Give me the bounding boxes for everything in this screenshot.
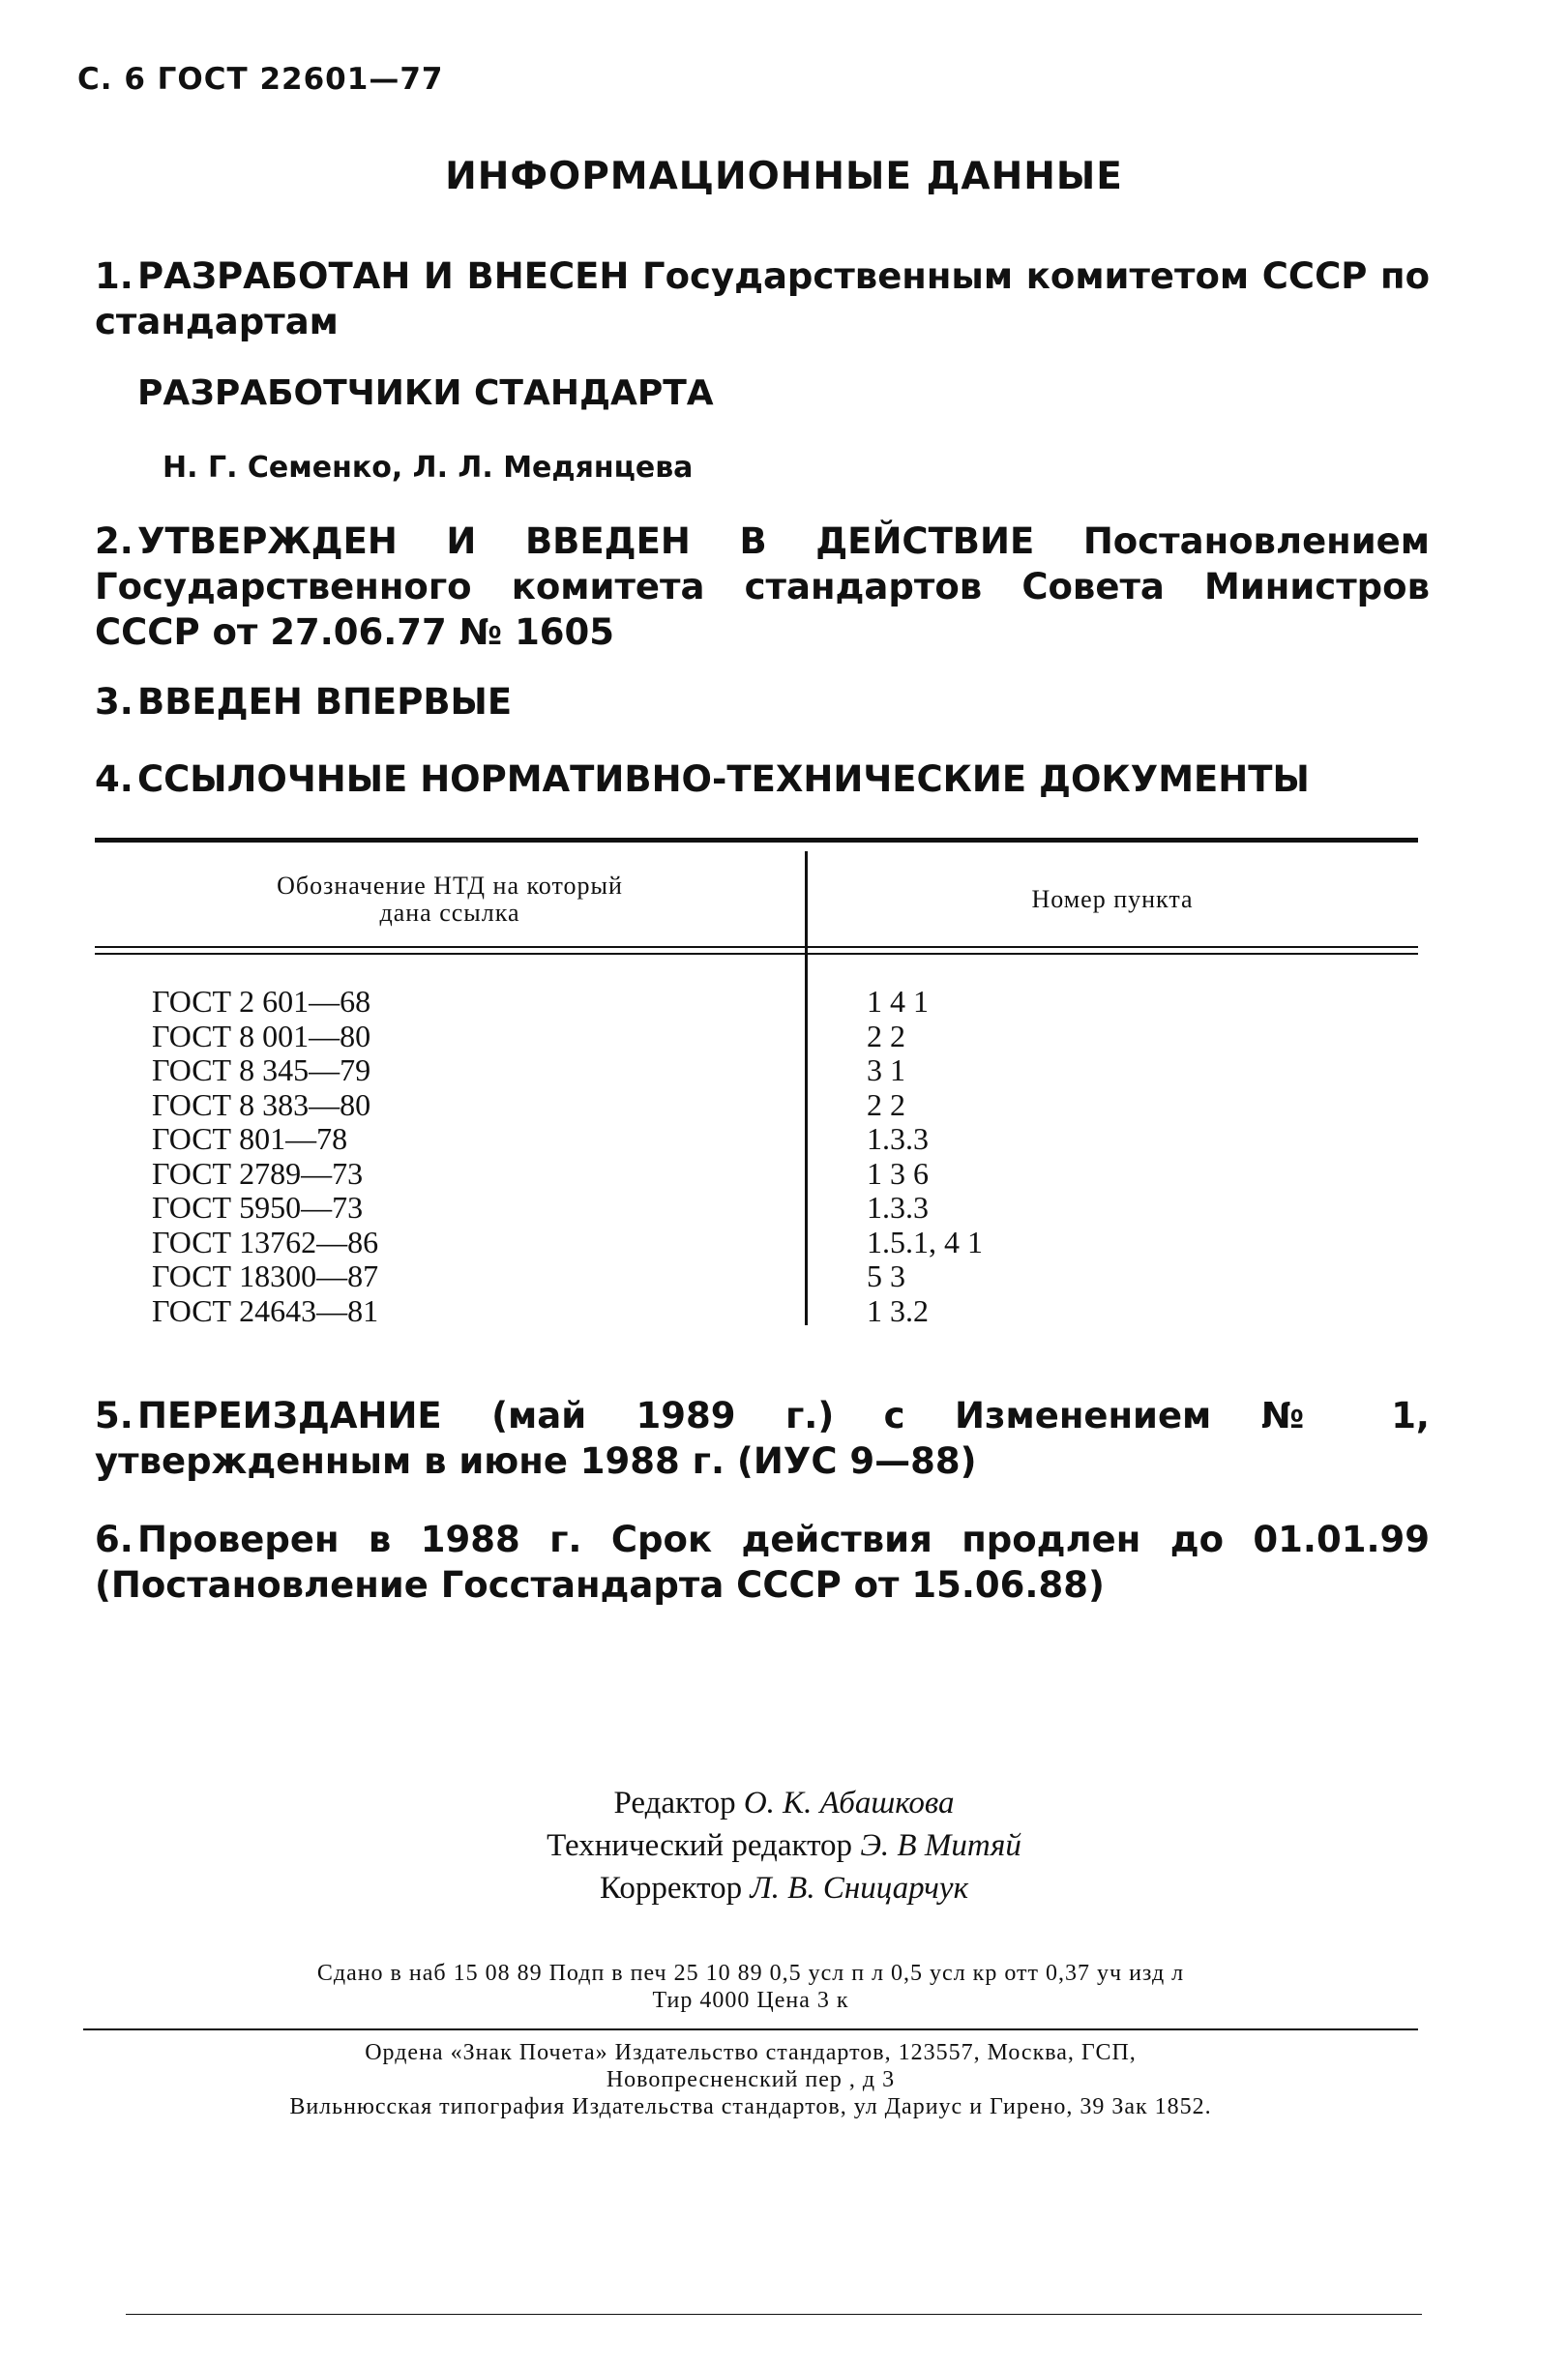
col2-header: Номер пункта [1031, 885, 1194, 913]
item-4-text: ССЫЛОЧНЫЕ НОРМАТИВНО-ТЕХНИЧЕСКИЕ ДОКУМЕНТЫ [137, 758, 1310, 800]
editor-name: О. К. Абашкова [743, 1786, 955, 1820]
table-row-clause: 1.3.3 [867, 1121, 929, 1156]
item-5 [95, 1393, 1430, 1484]
table-row-doc: ГОСТ 8 345—79 [152, 1052, 371, 1087]
col1-header-line1: Обозначение НТД на который [277, 872, 623, 900]
table-header-rule-2 [95, 953, 1418, 955]
table-row-doc: ГОСТ 2 601—68 [152, 984, 371, 1019]
item-4 [95, 756, 1430, 802]
item-1-text: РАЗРАБОТАН И ВНЕСЕН Государственным комитетом СССР по стандартам [95, 255, 1430, 342]
table-header-rule-1 [95, 946, 1418, 948]
tech-editor-label: Технический редактор [547, 1828, 853, 1863]
item-6 [95, 1517, 1430, 1608]
table-row-clause: 1.3.3 [867, 1190, 929, 1225]
table-row-doc: ГОСТ 24643—81 [152, 1292, 379, 1328]
doc-column [152, 985, 378, 1328]
item-4-number: 4. [95, 758, 133, 800]
table-row-clause: 1.5.1, 4 1 [867, 1224, 983, 1259]
proofreader-name: Л. В. Сницарчук [750, 1871, 969, 1906]
item-1-number: 1. [95, 255, 133, 297]
tech-editor-name: Э. В Митяй [860, 1828, 1021, 1863]
imprint-publisher [83, 2039, 1418, 2120]
publisher-line-3: Вильнюсская типография Издательства стандартов, ул Дариус и Гирено, 39 Зак 1852. [289, 2094, 1212, 2119]
table-row-clause: 1 4 1 [867, 984, 929, 1019]
credits [0, 1782, 1568, 1909]
item-3-number: 3. [95, 681, 133, 723]
col1-header-line2: дана ссылка [379, 899, 520, 927]
page-title: ИНФОРМАЦИОННЫЕ ДАННЫЕ [445, 155, 1123, 198]
proofreader-line [0, 1867, 1568, 1909]
item-6-number: 6. [95, 1519, 133, 1560]
developers-names: Н. Г. Семенко, Л. Л. Медянцева [163, 451, 694, 485]
table-row-clause: 1 3 6 [867, 1155, 929, 1191]
item-2-text: УТВЕРЖДЕН И ВВЕДЕН В ДЕЙСТВИЕ Постановлением Государственного комитета стандартов Совета Министров СССР от 27.06.77 № 1605 [95, 520, 1430, 653]
item-3-text: ВВЕДЕН ВПЕРВЫЕ [137, 681, 513, 723]
item-1 [95, 253, 1430, 344]
imprint-line-1: Сдано в наб 15 08 89 Подп в печ 25 10 89 0,5 усл п л 0,5 усл кр отт 0,37 уч изд л [316, 1961, 1185, 1986]
imprint-divider [83, 2028, 1418, 2030]
table-column-divider [805, 851, 808, 1325]
clause-column [867, 985, 983, 1328]
editor-label: Редактор [613, 1786, 736, 1820]
bottom-rule [126, 2314, 1422, 2315]
table-row-doc: ГОСТ 5950—73 [152, 1190, 364, 1225]
item-2-number: 2. [95, 520, 133, 562]
table-row-clause: 2 2 [867, 1086, 905, 1122]
imprint-print-details [83, 1960, 1418, 2014]
table-row-doc: ГОСТ 2789—73 [152, 1155, 364, 1191]
imprint-line-2: Тир 4000 Цена 3 к [652, 1988, 849, 2013]
table-top-rule [95, 838, 1418, 843]
table-row-doc: ГОСТ 8 001—80 [152, 1018, 371, 1053]
item-5-number: 5. [95, 1395, 133, 1436]
proofreader-label: Корректор [599, 1871, 743, 1906]
table-row-doc: ГОСТ 13762—86 [152, 1224, 379, 1259]
editor-line [0, 1782, 1568, 1824]
item-5-text: ПЕРЕИЗДАНИЕ (май 1989 г.) с Изменением № 1, утвержденным в июне 1988 г. (ИУС 9—88) [95, 1395, 1430, 1482]
table-row-doc: ГОСТ 18300—87 [152, 1258, 379, 1293]
tech-editor-line [0, 1824, 1568, 1867]
item-2 [95, 518, 1430, 655]
item-6-text: Проверен в 1988 г. Срок действия продлен до 01.01.99 (Постановление Госстандарта СССР от 15.06.88) [95, 1519, 1430, 1606]
table-row-clause: 1 3.2 [867, 1292, 929, 1328]
publisher-line-2: Новопресненский пер , д 3 [606, 2067, 896, 2092]
table-row-clause: 2 2 [867, 1018, 905, 1053]
table-row-clause: 5 3 [867, 1258, 905, 1293]
developers-heading: РАЗРАБОТЧИКИ СТАНДАРТА [137, 373, 714, 413]
publisher-line-1: Ордена «Знак Почета» Издательство стандартов, 123557, Москва, ГСП, [365, 2040, 1137, 2065]
item-3 [95, 679, 1430, 725]
table-row-doc: ГОСТ 801—78 [152, 1121, 348, 1156]
table-row-clause: 3 1 [867, 1052, 905, 1087]
col1-header [116, 873, 784, 927]
running-header: С. 6 ГОСТ 22601—77 [77, 62, 444, 97]
table-row-doc: ГОСТ 8 383—80 [152, 1086, 371, 1122]
